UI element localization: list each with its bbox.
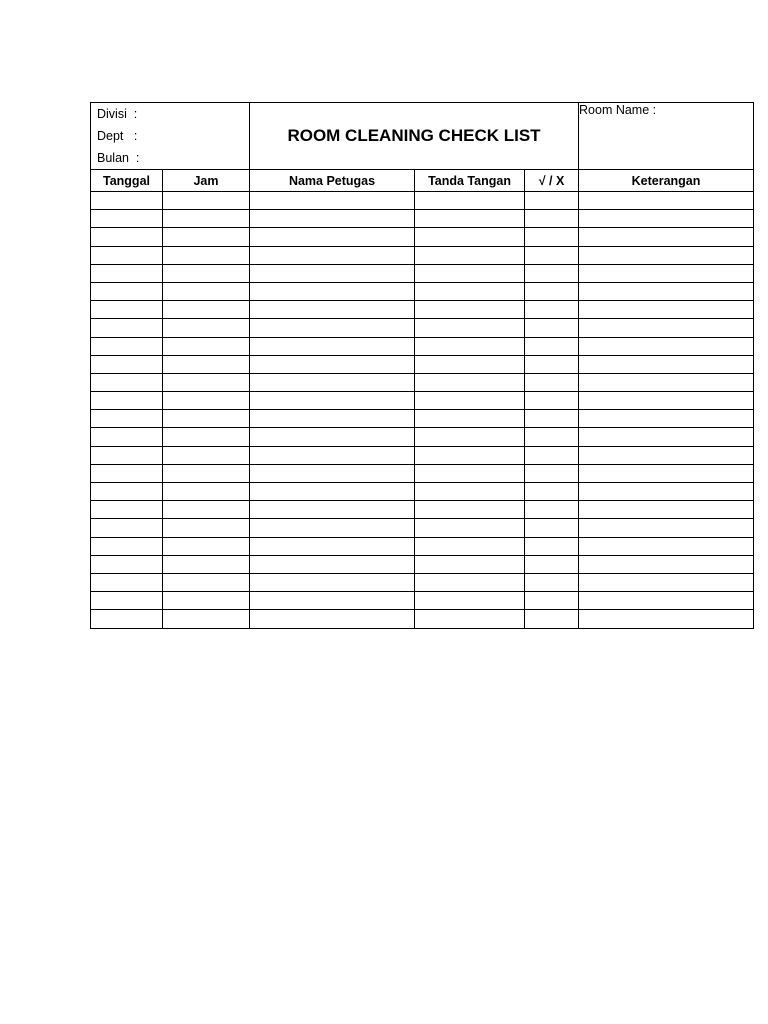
cell-nama-petugas[interactable] [250, 446, 415, 464]
divisi-label: Divisi : [97, 107, 138, 121]
cell-nama-petugas[interactable] [250, 519, 415, 537]
cell-tanggal[interactable] [91, 573, 163, 591]
cell-tanda-tangan[interactable] [415, 501, 525, 519]
table-row [91, 610, 754, 628]
cell-jam[interactable] [163, 246, 250, 264]
table-row [91, 592, 754, 610]
cell-tanggal[interactable] [91, 192, 163, 210]
cell-tanggal[interactable] [91, 355, 163, 373]
cell-check[interactable] [525, 537, 579, 555]
cell-keterangan[interactable] [579, 610, 754, 628]
cell-nama-petugas[interactable] [250, 373, 415, 391]
cell-keterangan[interactable] [579, 264, 754, 282]
cell-check[interactable] [525, 592, 579, 610]
table-row [91, 319, 754, 337]
cell-tanda-tangan[interactable] [415, 410, 525, 428]
cell-tanggal[interactable] [91, 301, 163, 319]
cell-jam[interactable] [163, 537, 250, 555]
cell-jam[interactable] [163, 519, 250, 537]
cell-tanggal[interactable] [91, 428, 163, 446]
cell-tanggal[interactable] [91, 282, 163, 300]
column-header-row [91, 170, 754, 192]
cell-tanda-tangan[interactable] [415, 192, 525, 210]
checklist-table [90, 102, 754, 629]
cell-jam[interactable] [163, 610, 250, 628]
cell-keterangan[interactable] [579, 464, 754, 482]
bulan-label: Bulan : [97, 151, 140, 165]
cell-check[interactable] [525, 610, 579, 628]
cell-check[interactable] [525, 373, 579, 391]
cell-nama-petugas[interactable] [250, 264, 415, 282]
cell-jam[interactable] [163, 392, 250, 410]
table-row [91, 246, 754, 264]
cell-tanda-tangan[interactable] [415, 337, 525, 355]
cell-tanggal[interactable] [91, 392, 163, 410]
cell-nama-petugas[interactable] [250, 228, 415, 246]
table-row [91, 301, 754, 319]
cell-tanda-tangan[interactable] [415, 373, 525, 391]
cell-check[interactable] [525, 192, 579, 210]
table-row [91, 428, 754, 446]
dept-label: Dept : [97, 129, 138, 143]
table-row [91, 501, 754, 519]
cell-jam[interactable] [163, 228, 250, 246]
cell-check[interactable] [525, 519, 579, 537]
cell-jam[interactable] [163, 301, 250, 319]
cell-tanggal[interactable] [91, 264, 163, 282]
cell-keterangan[interactable] [579, 337, 754, 355]
table-row [91, 537, 754, 555]
room-name-label: Room Name : [579, 103, 754, 170]
cell-tanggal[interactable] [91, 410, 163, 428]
cell-keterangan[interactable] [579, 210, 754, 228]
cell-tanda-tangan[interactable] [415, 555, 525, 573]
cell-tanggal[interactable] [91, 519, 163, 537]
table-row [91, 282, 754, 300]
cell-tanggal[interactable] [91, 319, 163, 337]
table-row [91, 192, 754, 210]
cell-check[interactable] [525, 282, 579, 300]
cell-tanda-tangan[interactable] [415, 573, 525, 591]
cell-check[interactable] [525, 446, 579, 464]
cell-nama-petugas[interactable] [250, 192, 415, 210]
cell-keterangan[interactable] [579, 246, 754, 264]
cell-tanggal[interactable] [91, 464, 163, 482]
cell-keterangan[interactable] [579, 410, 754, 428]
cell-keterangan[interactable] [579, 446, 754, 464]
table-row [91, 392, 754, 410]
cell-nama-petugas[interactable] [250, 210, 415, 228]
cell-check[interactable] [525, 337, 579, 355]
cell-keterangan[interactable] [579, 537, 754, 555]
cell-tanda-tangan[interactable] [415, 610, 525, 628]
column-header-nama-petugas: Nama Petugas [250, 170, 415, 192]
table-row [91, 483, 754, 501]
table-row [91, 464, 754, 482]
table-row [91, 337, 754, 355]
cell-tanggal[interactable] [91, 210, 163, 228]
cell-tanda-tangan[interactable] [415, 428, 525, 446]
cell-jam[interactable] [163, 446, 250, 464]
cell-check[interactable] [525, 319, 579, 337]
cell-keterangan[interactable] [579, 355, 754, 373]
column-header-tanda-tangan: Tanda Tangan [415, 170, 525, 192]
cell-nama-petugas[interactable] [250, 428, 415, 446]
cell-check[interactable] [525, 483, 579, 501]
cell-nama-petugas[interactable] [250, 301, 415, 319]
cell-nama-petugas[interactable] [250, 573, 415, 591]
cell-check[interactable] [525, 428, 579, 446]
header-block [91, 103, 754, 170]
cell-keterangan[interactable] [579, 592, 754, 610]
column-header-keterangan: Keterangan [579, 170, 754, 192]
cell-nama-petugas[interactable] [250, 464, 415, 482]
table-row [91, 373, 754, 391]
cell-check[interactable] [525, 410, 579, 428]
cell-tanda-tangan[interactable] [415, 592, 525, 610]
cell-check[interactable] [525, 501, 579, 519]
info-cell [91, 103, 250, 170]
cell-keterangan[interactable] [579, 555, 754, 573]
cell-tanda-tangan[interactable] [415, 246, 525, 264]
cell-nama-petugas[interactable] [250, 337, 415, 355]
cell-jam[interactable] [163, 410, 250, 428]
cell-nama-petugas[interactable] [250, 592, 415, 610]
cell-tanda-tangan[interactable] [415, 483, 525, 501]
cell-jam[interactable] [163, 337, 250, 355]
cell-check[interactable] [525, 264, 579, 282]
cell-nama-petugas[interactable] [250, 319, 415, 337]
cell-nama-petugas[interactable] [250, 555, 415, 573]
cell-tanggal[interactable] [91, 483, 163, 501]
cell-tanda-tangan[interactable] [415, 519, 525, 537]
cell-nama-petugas[interactable] [250, 501, 415, 519]
cell-keterangan[interactable] [579, 483, 754, 501]
cell-nama-petugas[interactable] [250, 392, 415, 410]
cell-jam[interactable] [163, 483, 250, 501]
cell-nama-petugas[interactable] [250, 355, 415, 373]
cell-jam[interactable] [163, 319, 250, 337]
cell-keterangan[interactable] [579, 319, 754, 337]
cell-tanggal[interactable] [91, 337, 163, 355]
table-row [91, 573, 754, 591]
cell-tanggal[interactable] [91, 592, 163, 610]
cell-tanda-tangan[interactable] [415, 464, 525, 482]
cell-keterangan[interactable] [579, 573, 754, 591]
cell-check[interactable] [525, 555, 579, 573]
cell-tanggal[interactable] [91, 610, 163, 628]
cell-check[interactable] [525, 228, 579, 246]
cell-nama-petugas[interactable] [250, 246, 415, 264]
cell-check[interactable] [525, 573, 579, 591]
cell-tanggal[interactable] [91, 373, 163, 391]
cell-keterangan[interactable] [579, 392, 754, 410]
cell-nama-petugas[interactable] [250, 610, 415, 628]
cell-nama-petugas[interactable] [250, 282, 415, 300]
cell-check[interactable] [525, 355, 579, 373]
cell-keterangan[interactable] [579, 501, 754, 519]
table-row [91, 446, 754, 464]
cell-tanda-tangan[interactable] [415, 355, 525, 373]
document-title: ROOM CLEANING CHECK LIST [250, 103, 579, 170]
cell-jam[interactable] [163, 464, 250, 482]
cell-jam[interactable] [163, 282, 250, 300]
table-row [91, 210, 754, 228]
cell-jam[interactable] [163, 428, 250, 446]
cell-tanda-tangan[interactable] [415, 446, 525, 464]
cell-jam[interactable] [163, 210, 250, 228]
cell-tanda-tangan[interactable] [415, 282, 525, 300]
cell-tanda-tangan[interactable] [415, 537, 525, 555]
table-row [91, 410, 754, 428]
cell-tanggal[interactable] [91, 446, 163, 464]
cell-jam[interactable] [163, 501, 250, 519]
table-row [91, 228, 754, 246]
cell-tanda-tangan[interactable] [415, 228, 525, 246]
cell-tanggal[interactable] [91, 501, 163, 519]
cell-tanggal[interactable] [91, 246, 163, 264]
cell-jam[interactable] [163, 192, 250, 210]
cell-jam[interactable] [163, 573, 250, 591]
cell-tanggal[interactable] [91, 537, 163, 555]
table-row [91, 555, 754, 573]
table-row [91, 519, 754, 537]
cell-tanda-tangan[interactable] [415, 264, 525, 282]
cell-nama-petugas[interactable] [250, 410, 415, 428]
cell-keterangan[interactable] [579, 373, 754, 391]
cell-jam[interactable] [163, 355, 250, 373]
cell-keterangan[interactable] [579, 519, 754, 537]
cell-tanggal[interactable] [91, 555, 163, 573]
cell-check[interactable] [525, 301, 579, 319]
cell-keterangan[interactable] [579, 282, 754, 300]
table-row [91, 355, 754, 373]
cell-keterangan[interactable] [579, 192, 754, 210]
cell-tanda-tangan[interactable] [415, 301, 525, 319]
column-header-check: √ / X [525, 170, 579, 192]
cell-jam[interactable] [163, 373, 250, 391]
column-header-tanggal: Tanggal [91, 170, 163, 192]
cell-nama-petugas[interactable] [250, 483, 415, 501]
cell-check[interactable] [525, 246, 579, 264]
cell-jam[interactable] [163, 264, 250, 282]
cell-tanda-tangan[interactable] [415, 210, 525, 228]
cell-tanggal[interactable] [91, 228, 163, 246]
cell-check[interactable] [525, 392, 579, 410]
cell-check[interactable] [525, 464, 579, 482]
cell-check[interactable] [525, 210, 579, 228]
cell-tanda-tangan[interactable] [415, 392, 525, 410]
cell-keterangan[interactable] [579, 228, 754, 246]
column-header-jam: Jam [163, 170, 250, 192]
cell-keterangan[interactable] [579, 428, 754, 446]
cell-nama-petugas[interactable] [250, 537, 415, 555]
cell-keterangan[interactable] [579, 301, 754, 319]
cell-jam[interactable] [163, 555, 250, 573]
cell-jam[interactable] [163, 592, 250, 610]
cell-tanda-tangan[interactable] [415, 319, 525, 337]
table-row [91, 264, 754, 282]
